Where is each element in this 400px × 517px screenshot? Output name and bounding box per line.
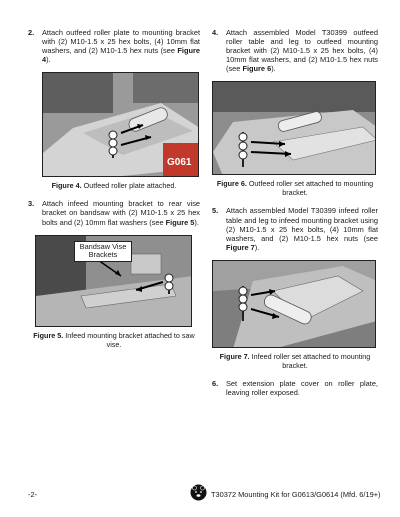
figure-7-caption: Figure 7. Infeed roller set attached to mounting bracket. [219,351,371,370]
step-3 [28,199,200,226]
right-column [212,28,378,405]
machine-stamp: G061 [167,157,192,169]
figure-7-photo [212,260,376,348]
figure-5-caption: Figure 5. Infeed mounting bracket attached to saw vise. [33,330,195,349]
document-title: T30372 Mounting Kit for G0613/G0614 (Mfd. 6/19+) [211,490,381,499]
step-number: 4. [212,28,219,37]
figure-4-photo [42,72,199,177]
step-6 [212,379,378,397]
figure-4-caption: Figure 4. Outfeed roller plate attached. [51,181,177,191]
step-text: Attach infeed mounting bracket to rear vise bracket on bandsaw with (2) M10-1.5 x 25 hex bolts and (2) 10mm flat washers (see Figure 5). [42,199,200,227]
left-column [28,28,200,358]
figure-reference: Figure 5 [165,217,195,227]
step-number: 2. [28,28,35,37]
step-text: Attach outfeed roller plate to mounting bracket with (2) M10-1.5 x 25 hex bolts, (4) 10mm flat washers, and (2) M10-1.5 hex nuts (see Figure 4). [42,28,200,65]
step-number: 3. [28,199,35,209]
step-4 [212,28,378,73]
figure-5-photo [35,235,192,327]
figure-6-photo [212,81,376,175]
step-2 [28,28,200,64]
figure-reference: Figure 6 [242,64,272,74]
step-text: Attach assembled Model T30399 outfeed roller table and leg to outfeed mounting bracket with (2) M10-1.5 x 25 hex bolts, (4) 10mm flat washers, and (2) M10-1.5 hex nuts (see Figure 6). [226,28,378,74]
step-text: Set extension plate cover on roller plate, leaving roller exposed. [226,378,378,398]
bandsaw-vise-brackets-callout: Bandsaw Vise Brackets [74,241,132,262]
step-number: 5. [212,206,219,216]
step-text: Attach assembled Model T30399 infeed roller table and leg to infeed mounting bracket using (2) M10-1.5 x 25 hex bolts, (4) 10mm flat washers, and (2) M10-1.5 hex nuts (see Figure 7). [226,206,378,252]
grizzly-bear-icon [190,484,207,501]
step-number: 6. [212,378,219,388]
page-number: -2- [28,490,38,499]
step-5 [212,206,378,251]
figure-reference: Figure 7 [226,242,255,252]
figure-reference: Figure 4 [42,46,200,65]
figure-6-caption: Figure 6. Outfeed roller set attached to mounting bracket. [216,179,374,198]
